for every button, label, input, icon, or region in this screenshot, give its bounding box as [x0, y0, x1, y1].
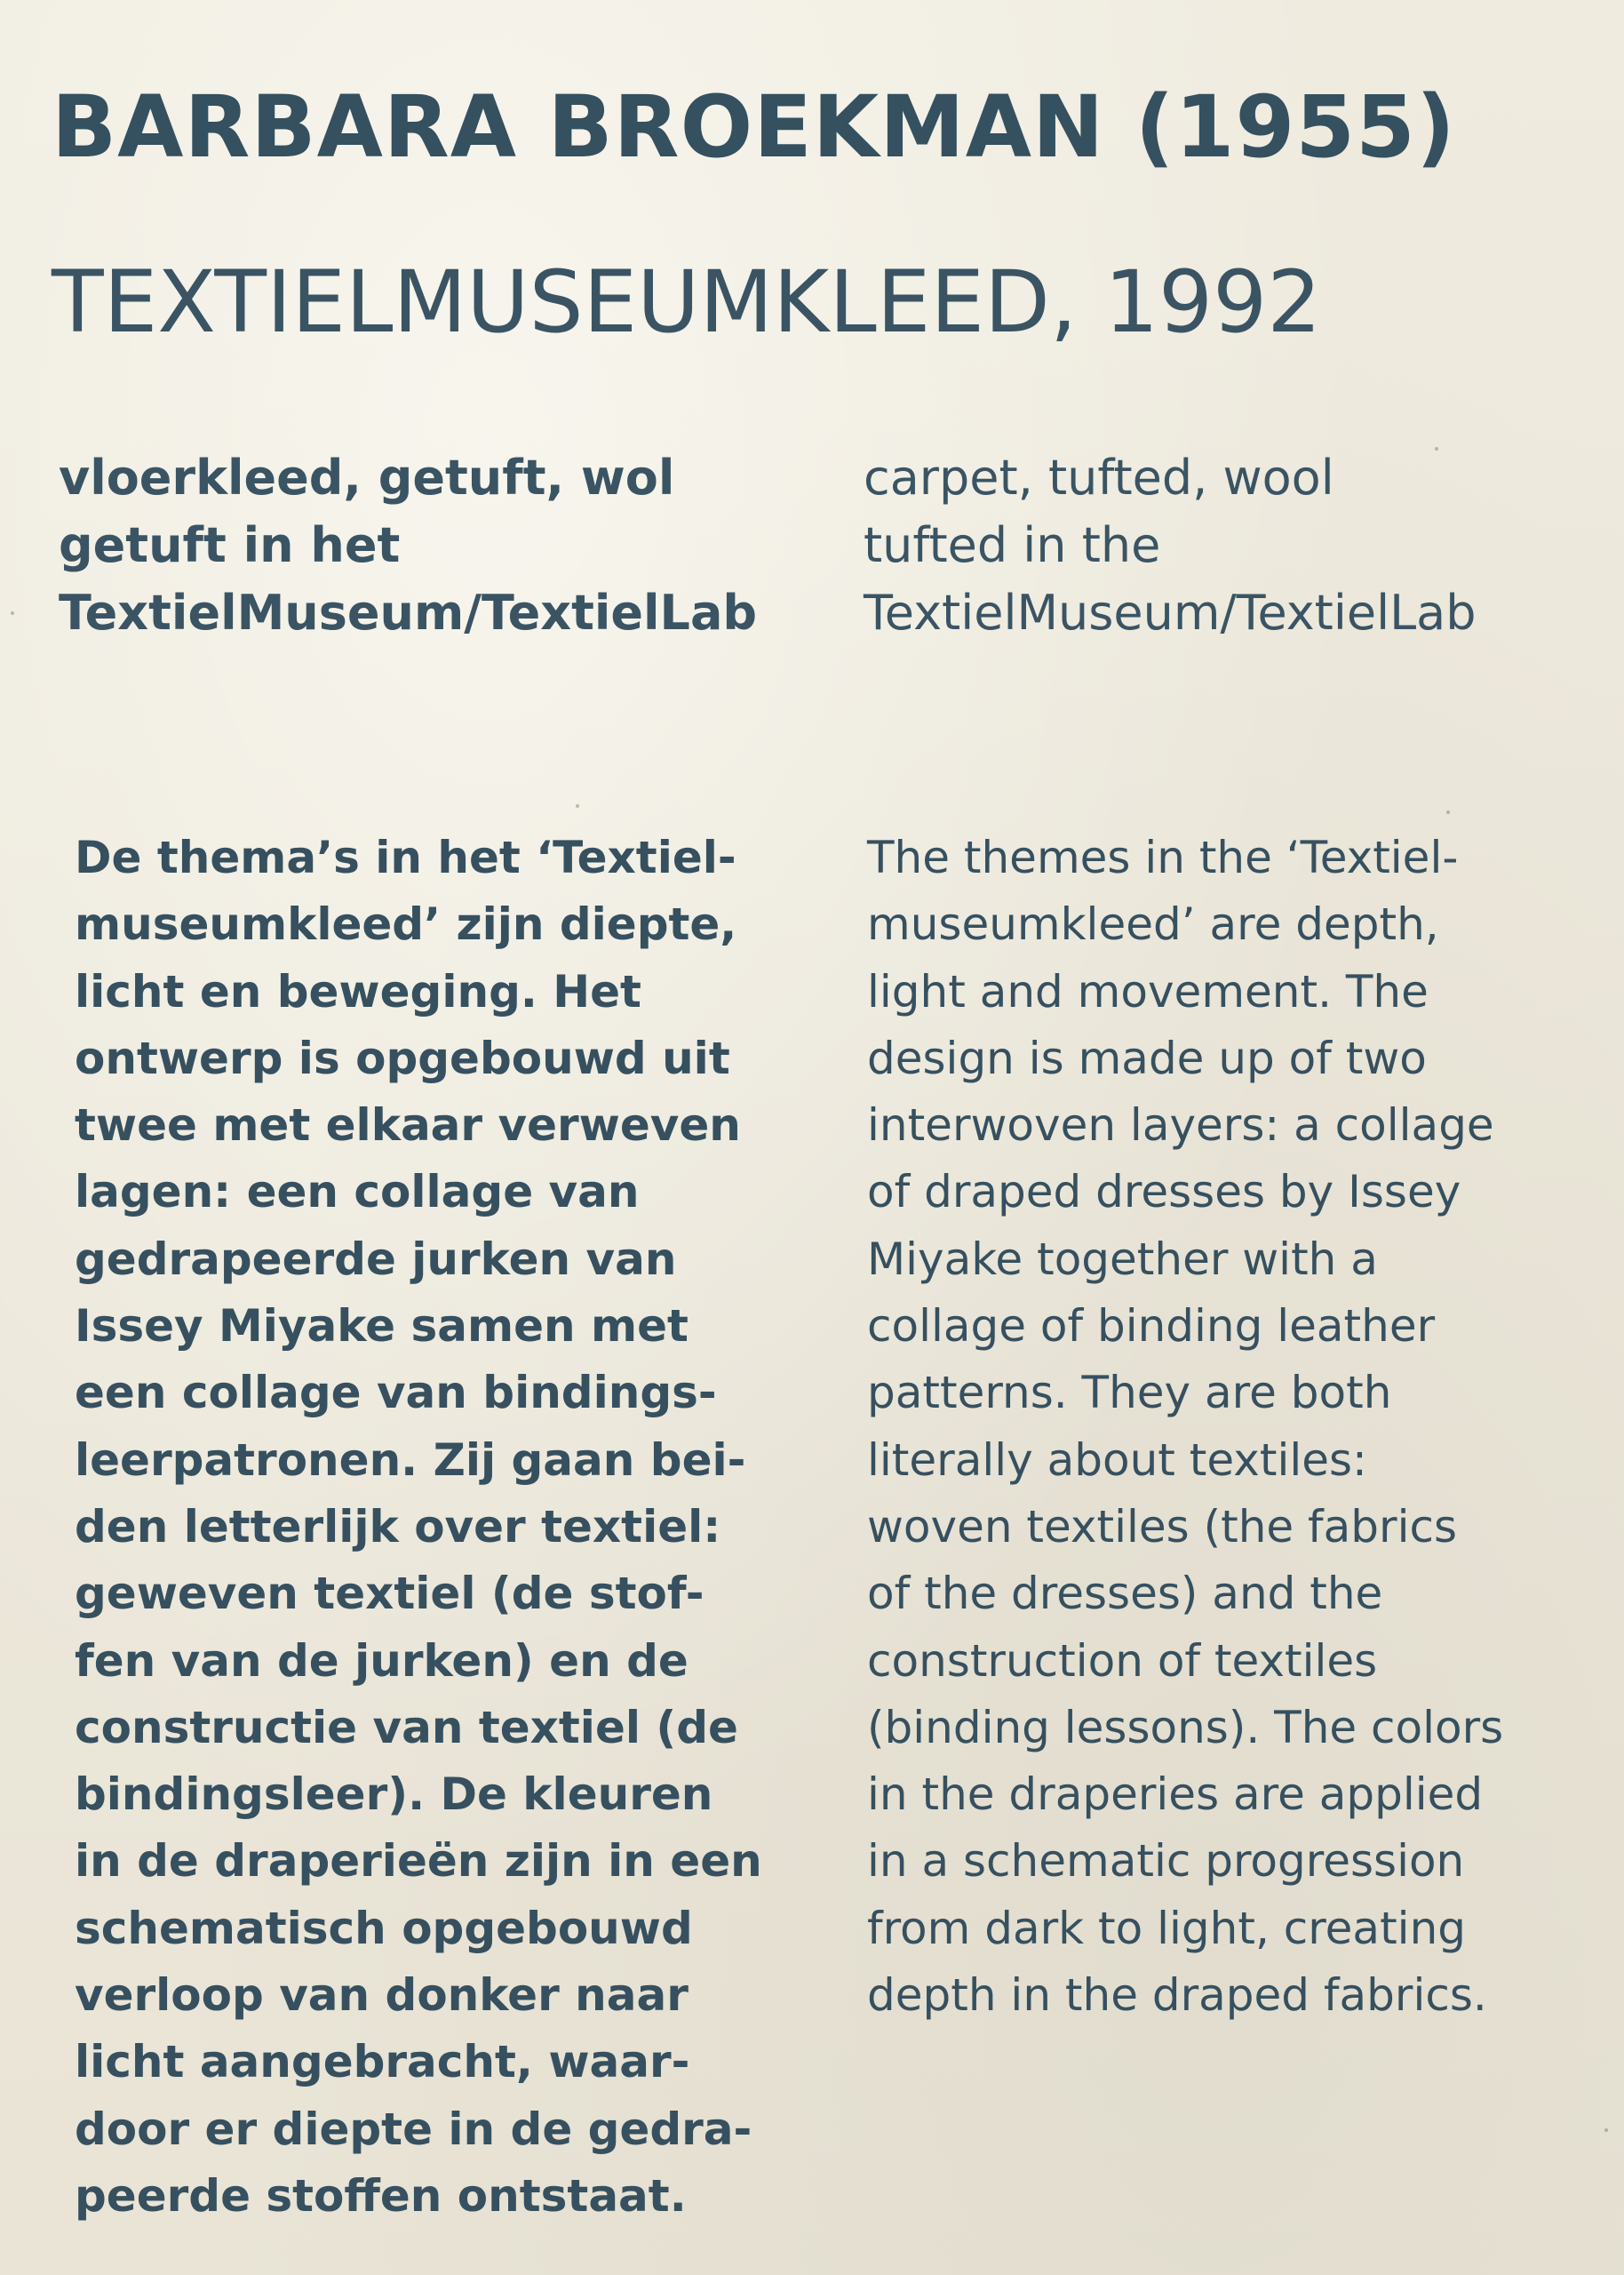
description-line: licht en beweging. Het [75, 965, 641, 1018]
description-line: in a schematic progression [867, 1835, 1465, 1888]
artwork-title-heading: TEXTIELMUSEUMKLEED, 1992 [52, 252, 1322, 352]
artwork-details-english [864, 444, 1477, 647]
description-line: (binding lessons). The colors [867, 1701, 1504, 1753]
description-line: of the dresses) and the [867, 1568, 1383, 1620]
description-line: peerde stoffen ontstaat. [75, 2169, 687, 2222]
description-line: construction of textiles [867, 1634, 1378, 1687]
description-line: light and movement. The [867, 965, 1429, 1018]
dust-speck [1604, 2128, 1608, 2132]
description-line: bindingsleer). De kleuren [75, 1768, 713, 1821]
description-line: verloop van donker naar [75, 1969, 689, 2022]
detail-line: getuft in het [59, 517, 401, 573]
description-line: ontwerp is opgebouwd uit [75, 1032, 730, 1084]
description-line: constructie van textiel (de [75, 1701, 738, 1753]
description-line: geweven textiel (de stof- [75, 1568, 705, 1620]
description-line: een collage van bindings- [75, 1367, 717, 1419]
description-line: Miyake together with a [867, 1233, 1378, 1285]
description-line: twee met elkaar verweven [75, 1099, 741, 1152]
description-line: patterns. They are both [867, 1367, 1392, 1419]
description-line: museumkleed’ are depth, [867, 898, 1439, 951]
dust-speck [1446, 810, 1450, 814]
detail-line: vloerkleed, getuft, wol [59, 450, 675, 506]
description-line: collage of binding leather [867, 1300, 1436, 1353]
description-line: in de draperieën zijn in een [75, 1835, 762, 1888]
description-line: in the draperies are applied [867, 1768, 1484, 1821]
description-line: literally about textiles: [867, 1433, 1367, 1486]
detail-line: tufted in the [864, 517, 1161, 573]
description-line: design is made up of two [867, 1032, 1427, 1084]
dust-speck [11, 611, 14, 615]
artist-name-heading: BARBARA BROEKMAN (1955) [52, 77, 1456, 177]
description-line: of draped dresses by Issey [867, 1166, 1461, 1218]
detail-line: carpet, tufted, wool [864, 450, 1334, 506]
description-line: door er diepte in de gedra- [75, 2103, 752, 2155]
description-line: The themes in the ‘Textiel- [867, 832, 1459, 883]
detail-line: TextielMuseum/TextielLab [864, 585, 1477, 641]
description-line: from dark to light, creating [867, 1902, 1466, 1954]
description-english [867, 825, 1503, 2029]
description-line: depth in the draped fabrics. [867, 1969, 1487, 2022]
description-line: schematisch opgebouwd [75, 1902, 693, 1954]
description-dutch [75, 825, 762, 2230]
dust-speck [576, 804, 579, 808]
description-line: fen van de jurken) en de [75, 1634, 689, 1687]
description-line: Issey Miyake samen met [75, 1300, 689, 1353]
dust-speck [1435, 447, 1438, 451]
description-line: licht aangebracht, waar- [75, 2036, 690, 2088]
description-line: den letterlijk over textiel: [75, 1500, 721, 1553]
detail-line: TextielMuseum/TextielLab [59, 585, 758, 641]
description-line: woven textiles (the fabrics [867, 1500, 1458, 1553]
artwork-details-dutch [59, 444, 757, 647]
description-line: leerpatronen. Zij gaan bei- [75, 1433, 746, 1486]
description-line: interwoven layers: a collage [867, 1099, 1494, 1152]
description-line: gedrapeerde jurken van [75, 1233, 677, 1285]
description-line: lagen: een collage van [75, 1166, 640, 1218]
description-line: De thema’s in het ‘Textiel- [75, 832, 736, 883]
description-line: museumkleed’ zijn diepte, [75, 898, 737, 951]
